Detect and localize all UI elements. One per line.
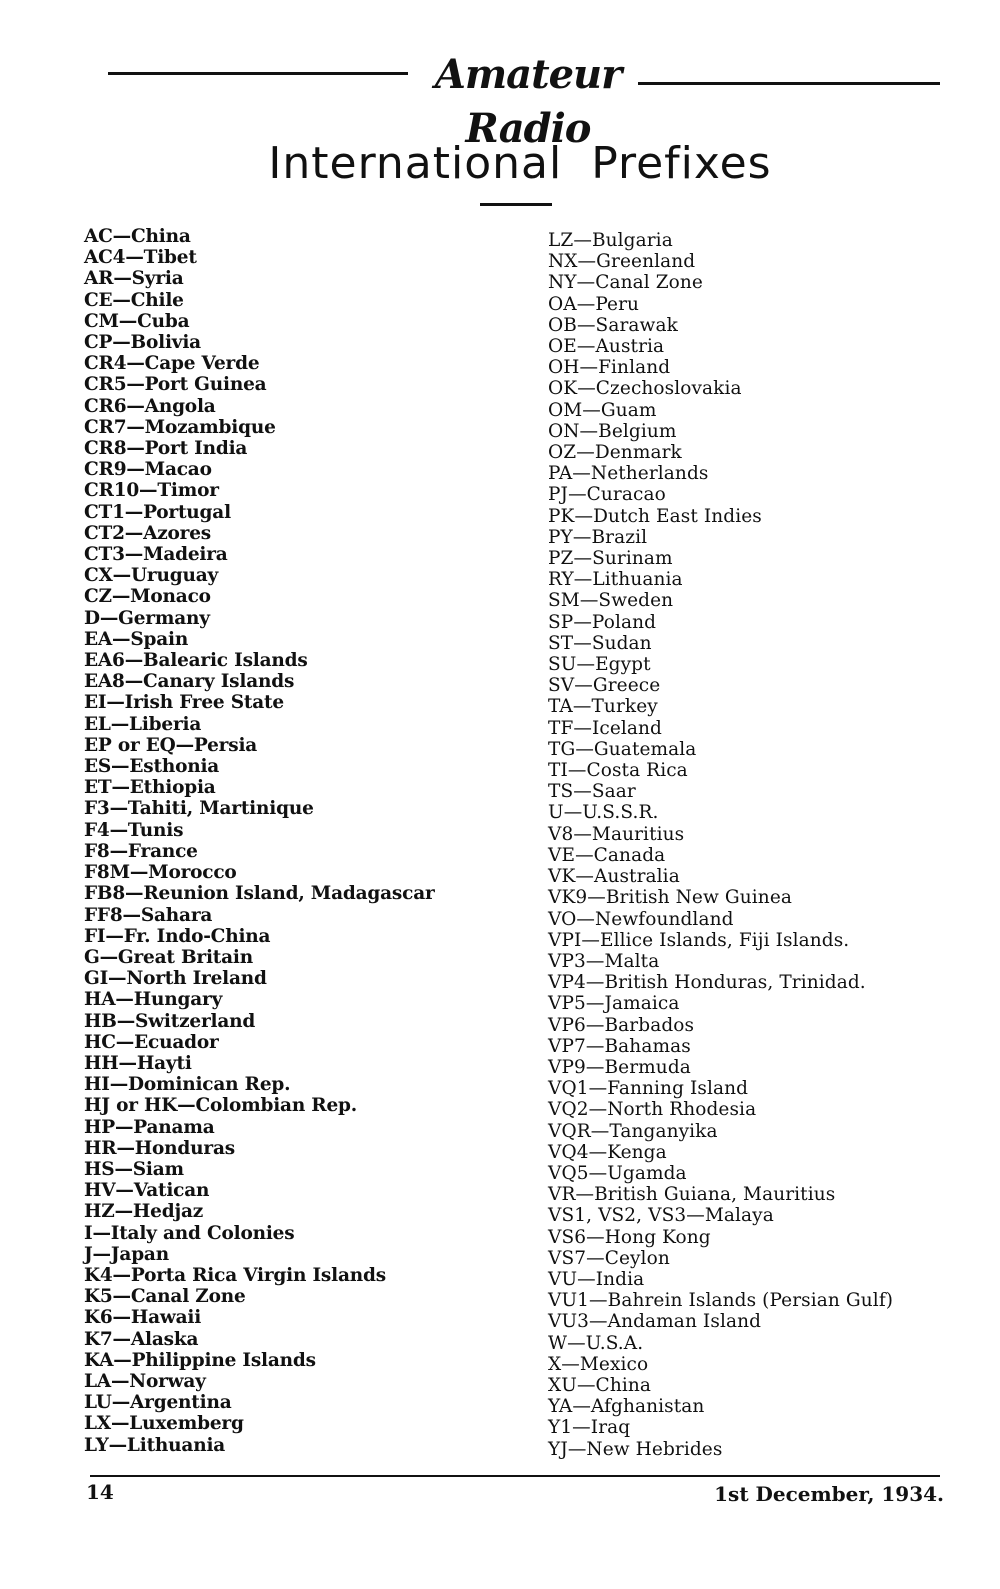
prefix-entry: GI—North Ireland xyxy=(84,968,267,990)
prefix-entry: K4—Porta Rica Virgin Islands xyxy=(84,1264,386,1286)
prefix-entry: HZ—Hedjaz xyxy=(84,1201,204,1223)
prefix-entry: CP—Bolivia xyxy=(84,332,201,354)
prefix-entry: ON—Belgium xyxy=(548,420,677,442)
prefix-entry: K7—Alaska xyxy=(84,1328,199,1350)
prefix-entry: EA8—Canary Islands xyxy=(84,671,295,693)
prefix-entry: VP4—British Honduras, Trinidad. xyxy=(548,972,866,994)
prefix-entry: CZ—Monaco xyxy=(84,586,211,608)
prefix-entry: PA—Netherlands xyxy=(548,463,709,485)
prefix-entry: OM—Guam xyxy=(548,399,657,421)
prefix-entry: HV—Vatican xyxy=(84,1180,210,1202)
title-underline xyxy=(480,203,552,206)
prefix-entry: CT3—Madeira xyxy=(84,544,228,566)
prefix-entry: TF—Iceland xyxy=(548,717,662,739)
prefix-entry: VQ1—Fanning Island xyxy=(548,1078,749,1100)
prefix-entry: AC—China xyxy=(84,226,191,247)
prefix-entry: OH—Finland xyxy=(548,357,671,379)
prefix-entry: CE—Chile xyxy=(84,289,184,311)
issue-date: 1st December, 1934. xyxy=(714,1482,944,1506)
prefix-entry: AC4—Tibet xyxy=(84,247,197,269)
prefix-entry: VU1—Bahrein Islands (Persian Gulf) xyxy=(548,1290,894,1312)
prefix-entry: CR8—Port India xyxy=(84,438,248,460)
prefix-entry: EL—Liberia xyxy=(84,713,202,735)
prefix-entry: ST—Sudan xyxy=(548,632,652,654)
prefix-entry: F4—Tunis xyxy=(84,819,184,841)
prefix-entry: VQ4—Kenga xyxy=(548,1141,667,1163)
prefix-entry: VK—Australia xyxy=(548,866,680,888)
prefix-entry: D—Germany xyxy=(84,607,210,629)
prefix-entry: TI—Costa Rica xyxy=(548,760,688,782)
prefix-entry: CR6—Angola xyxy=(84,395,216,417)
prefix-entry: XU—China xyxy=(548,1374,651,1396)
prefix-entry: FB8—Reunion Island, Madagascar xyxy=(84,883,435,905)
prefix-entry: OK—Czechoslovakia xyxy=(548,378,742,400)
prefix-entry: OZ—Denmark xyxy=(548,442,682,464)
footer-rule xyxy=(90,1475,940,1477)
prefix-entry: J—Japan xyxy=(84,1243,169,1265)
prefix-entry: Y1—Iraq xyxy=(548,1417,631,1439)
prefix-entry: VP6—Barbados xyxy=(548,1014,695,1036)
prefix-entry: CR4—Cape Verde xyxy=(84,353,260,375)
prefix-entry: HI—Dominican Rep. xyxy=(84,1074,291,1096)
prefix-entry: HB—Switzerland xyxy=(84,1010,256,1032)
prefix-entry: F8—France xyxy=(84,840,198,862)
prefix-entry: FI—Fr. Indo-China xyxy=(84,925,271,947)
prefix-entry: LZ—Bulgaria xyxy=(548,230,673,251)
prefix-entry: TG—Guatemala xyxy=(548,738,697,760)
prefix-entry: VPI—Ellice Islands, Fiji Islands. xyxy=(548,929,850,951)
prefix-entry: VR—British Guiana, Mauritius xyxy=(548,1184,836,1206)
prefix-entry: VS6—Hong Kong xyxy=(548,1226,711,1248)
prefix-entry: VP3—Malta xyxy=(548,950,660,972)
prefix-entry: G—Great Britain xyxy=(84,946,254,968)
prefix-entry: SU—Egypt xyxy=(548,654,651,676)
page-title: International Prefixes xyxy=(268,138,772,189)
prefix-entry: X—Mexico xyxy=(548,1353,649,1375)
prefix-entry: PY—Brazil xyxy=(548,526,648,548)
prefix-entry: TA—Turkey xyxy=(548,696,658,718)
prefix-entry: CR10—Timor xyxy=(84,480,219,502)
page-number: 14 xyxy=(86,1480,114,1504)
masthead-logo: Amateur Radio xyxy=(434,51,622,152)
prefix-entry: W—U.S.A. xyxy=(548,1332,644,1354)
prefix-entry: TS—Saar xyxy=(548,781,636,803)
prefix-list-right xyxy=(548,230,968,1460)
prefix-entry: VE—Canada xyxy=(548,844,666,866)
prefix-entry: VQ2—North Rhodesia xyxy=(548,1099,757,1121)
prefix-entry: EI—Irish Free State xyxy=(84,692,284,714)
masthead-rule-left xyxy=(108,72,408,75)
prefix-entry: I—Italy and Colonies xyxy=(84,1222,295,1244)
prefix-entry: K5—Canal Zone xyxy=(84,1286,246,1308)
prefix-entry: OB—Sarawak xyxy=(548,314,678,336)
prefix-entry: RY—Lithuania xyxy=(548,569,683,591)
prefix-entry: HJ or HK—Colombian Rep. xyxy=(84,1095,358,1117)
prefix-list-left xyxy=(84,226,524,1456)
prefix-entry: HR—Honduras xyxy=(84,1137,235,1159)
prefix-entry: VO—Newfoundland xyxy=(548,908,734,930)
prefix-entry: CR7—Mozambique xyxy=(84,416,276,438)
prefix-entry: CM—Cuba xyxy=(84,310,190,332)
prefix-entry: VU—India xyxy=(548,1268,645,1290)
prefix-entry: F3—Tahiti, Martinique xyxy=(84,798,314,820)
prefix-entry: CT1—Portugal xyxy=(84,501,231,523)
prefix-entry: F8M—Morocco xyxy=(84,862,237,884)
masthead xyxy=(108,48,940,152)
prefix-entry: VQ5—Ugamda xyxy=(548,1162,687,1184)
prefix-entry: EP or EQ—Persia xyxy=(84,734,258,756)
prefix-entry: PJ—Curacao xyxy=(548,484,666,506)
prefix-entry: HC—Ecuador xyxy=(84,1031,219,1053)
prefix-entry: VP7—Bahamas xyxy=(548,1035,691,1057)
prefix-entry: VS7—Ceylon xyxy=(548,1247,670,1269)
prefix-entry: KA—Philippine Islands xyxy=(84,1349,316,1371)
prefix-entry: LX—Luxemberg xyxy=(84,1413,244,1435)
prefix-entry: SP—Poland xyxy=(548,611,657,633)
prefix-entry: VQR—Tanganyika xyxy=(548,1120,718,1142)
prefix-entry: YA—Afghanistan xyxy=(548,1396,705,1418)
prefix-entry: EA6—Balearic Islands xyxy=(84,650,308,672)
prefix-entry: LA—Norway xyxy=(84,1370,206,1392)
prefix-entry: AR—Syria xyxy=(84,268,184,290)
prefix-entry: EA—Spain xyxy=(84,628,189,650)
prefix-entry: NY—Canal Zone xyxy=(548,272,703,294)
prefix-entry: VS1, VS2, VS3—Malaya xyxy=(548,1205,774,1227)
prefix-entry: FF8—Sahara xyxy=(84,904,213,926)
prefix-entry: CR9—Macao xyxy=(84,459,212,481)
prefix-entry: VP9—Bermuda xyxy=(548,1056,691,1078)
masthead-rule-right xyxy=(638,82,940,85)
prefix-entry: LU—Argentina xyxy=(84,1392,232,1414)
prefix-entry: HP—Panama xyxy=(84,1116,215,1138)
prefix-entry: CX—Uruguay xyxy=(84,565,219,587)
prefix-entry: PZ—Surinam xyxy=(548,548,673,570)
prefix-entry: HH—Hayti xyxy=(84,1052,192,1074)
prefix-entry: V8—Mauritius xyxy=(548,823,685,845)
prefix-entry: SV—Greece xyxy=(548,675,661,697)
prefix-entry: OA—Peru xyxy=(548,293,640,315)
prefix-entry: ET—Ethiopia xyxy=(84,777,216,799)
prefix-entry: CT2—Azores xyxy=(84,522,211,544)
prefix-entry: OE—Austria xyxy=(548,336,665,358)
prefix-entry: HA—Hungary xyxy=(84,989,223,1011)
prefix-entry: K6—Hawaii xyxy=(84,1307,202,1329)
prefix-entry: VU3—Andaman Island xyxy=(548,1311,762,1333)
prefix-entry: YJ—New Hebrides xyxy=(548,1438,723,1460)
prefix-entry: LY—Lithuania xyxy=(84,1434,226,1456)
prefix-entry: VP5—Jamaica xyxy=(548,993,680,1015)
prefix-entry: SM—Sweden xyxy=(548,590,674,612)
prefix-entry: VK9—British New Guinea xyxy=(548,887,793,909)
prefix-entry: HS—Siam xyxy=(84,1158,184,1180)
prefix-entry: NX—Greenland xyxy=(548,251,696,273)
prefix-entry: U—U.S.S.R. xyxy=(548,802,659,824)
prefix-entry: CR5—Port Guinea xyxy=(84,374,267,396)
prefix-entry: PK—Dutch East Indies xyxy=(548,505,762,527)
prefix-entry: ES—Esthonia xyxy=(84,756,220,778)
